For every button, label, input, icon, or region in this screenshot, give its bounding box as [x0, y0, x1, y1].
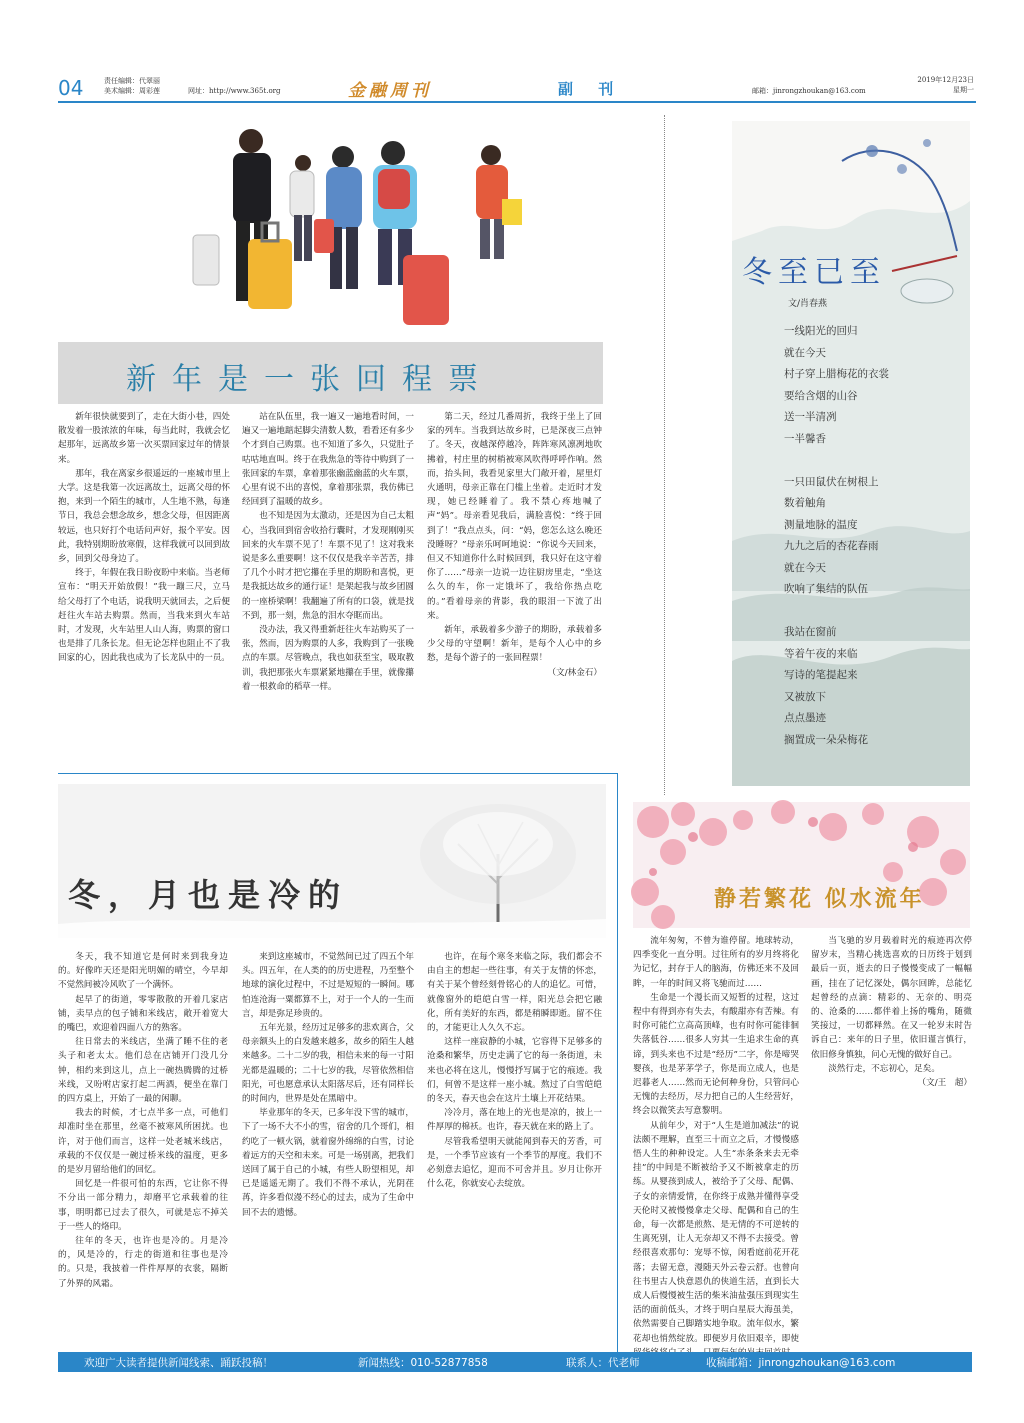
poem-line: 一只田鼠伏在树根上 [784, 475, 879, 488]
column-divider [664, 115, 665, 795]
poem-line: 村子穿上腊梅花的衣裳 [784, 368, 889, 380]
masthead-logo: 金融周刊 [348, 81, 432, 101]
designer-line: 美术编辑：周彩莲 [104, 87, 160, 95]
stanza-gap [784, 450, 889, 472]
weekday-text: 星期一 [953, 86, 974, 94]
editor-credits [104, 76, 160, 96]
editor-line: 责任编辑：代翠丽 [104, 77, 160, 85]
footer-invite: 欢迎广大读者提供新闻线索、踊跃投稿！ [84, 1357, 273, 1369]
article1-paragraph: 第二天，经过几番周折，我终于坐上了回家的列车。当我到达故乡时，已是深夜三点钟了。冬天，夜越深停越冷，阵阵寒风凛冽地吹拂着，村庄里的树梢被寒风吹得呼呼作响。然而，抬头间，我看见家里大门敞开着，屋里灯火通明，母亲正靠在门槛上坐着。走近时才发现，她已经睡着了。我不禁心疼地喊了声“妈”。母亲看见我后，满脸喜悦：“终于回到了！”我点点头，问：“妈，您怎么这么晚还没睡呀？”母亲乐呵呵地说：“你说今天回来，但又不知道你什么时候回到，我只好在这守着你了……”母亲一边说一边往厨房里走，“坐这么久的车，你一定饿坏了，我给你热点吃的。”看着母亲的背影，我的眼泪一下流了出来。 [427, 412, 602, 621]
article2-paragraph: 起早了的街道，零零散散的开着几家店铺，卖早点的包子铺和米线店，敞开着宽大的嘴巴，欢迎着四面八方的熟客。 [58, 994, 228, 1034]
article1-paragraph: 站在队伍里，我一遍又一遍地看时间，一遍又一遍地踮起脚尖清数人数，看看还有多少个才到自己购票。也不知道了多久，只觉肚子咕咕地直叫。终于在我焦急的等待中购到了一张回家的车票，拿着那张幽蓝幽蓝的火车票，心里有说不出的喜悦，拿着那张票，我仿佛已经回到了温暖的故乡。 [242, 412, 414, 508]
article2-paragraph: 这样一座寂静的小城，它容得下足够多的沧桑和繁华，历史走满了它的每一条街道，未来也必将在这儿，慢慢抒写属于它的痕迹。我们，何曾不是这样一座小城。熬过了白雪皑皑的冬天，春天也会在这片土壤上开花结果。 [427, 1037, 602, 1105]
poem-line: 要给含烟的山谷 [784, 389, 858, 402]
footer-hotline[interactable]: 新闻热线：010-52877858 [358, 1357, 488, 1369]
poem-body [784, 321, 889, 751]
article2-column-3 [427, 950, 602, 1342]
traveler-blue-figure [326, 146, 362, 289]
article2-paragraph: 来到这座城市，不觉然间已过了四五个年头。四五年，在人类的的历史进程，乃至整个地球的演化过程中，不过是短短的一瞬间。哪怕连沧海一粟都算不上，对于一个人的一生而言，却是弥足珍贵的。 [242, 952, 414, 1019]
poem-line: 就在今天 [784, 346, 826, 359]
article2-paragraph: 冷冷月，落在地上的光也是凉的，披上一件厚厚的棉袄。也许，春天就在来的路上了。 [427, 1108, 602, 1133]
poem-line: 搁置成一朵朵梅花 [784, 733, 868, 746]
poem-line: 吹响了集结的队伍 [784, 583, 868, 595]
article2-paragraph: 往年的冬天，也许也是冷的。月是冷的，风是冷的，行走的街道和往事也是冷的。只是，我披着一件件厚厚的衣裳，隔断了外界的风霜。 [58, 1236, 228, 1289]
footer-contact: 联系人：代老师 [566, 1357, 640, 1369]
article1-column-1 [58, 410, 230, 772]
poem-line: 九九之后的杏花春雨 [784, 540, 879, 552]
article3-column-2 [811, 934, 972, 1342]
article2-paragraph: 也许，在每个寒冬来临之际，我们都会不由自主的想起一些往事，有关于友情的怀恋，有关于某个曾经刻骨铭心的人的追忆。可惜，就像窗外的皑皑白雪一样，阳光总会把它融化，所有美好的东西，都是稍瞬即逝。留不住的，才能更让人久久不忘。 [427, 952, 602, 1034]
issue-date [917, 75, 974, 95]
page-header [58, 74, 976, 104]
article2-paragraph: 回忆是一件很可怕的东西，它让你不得不分出一部分精力，却磨平它承载着的往事，明明都已过去了很久，可就是忘不掉关于一些人的烙印。 [58, 1179, 228, 1232]
article3-paragraph: 当飞驰的岁月载着时光的痕迹再次停留岁末，当精心挑选喜欢的日历终于划到最后一页，逝去的日子慢慢变成了一幅幅画，挂在了记忆深处，偶尔回眸，总能忆起曾经的点滴：精彩的、无奈的、明亮的、沧桑的……都伴着上扬的嘴角，随微笑接过，一切都释然。在又一轮岁末时告诉自己：来年的日子里，依旧谨言慎行，依旧修身慎独，问心无愧的做好自己。 [811, 936, 972, 1060]
article1-paragraph: 终于，年假在我日盼夜盼中来临。当老师宣布：“明天开始放假！”我一蹦三尺，立马给父母打了个电话，说我明天就回去，之后便赶往火车站去购票。然而，当我来到火车站时，才发现，火车站里人山人海，购票的窗口也是排了几条长龙。但无论怎样也阻止不了我回家的心，因此我也成为了长龙队中的一员。 [58, 568, 230, 664]
header-rule [58, 101, 976, 103]
poem-title: 冬至已至 [742, 255, 886, 290]
article1-paragraph: 没办法，我又得重新赶往火车站购买了一张，然而，因为购票的人多，我购到了一张晚点的车票。尽管晚点，我也如获至宝，吸取教训，我把那张火车票紧紧地攥在手里，就像攥着一根救命的稻草一样。 [242, 625, 414, 692]
poem-panel [732, 121, 970, 786]
poem-line: 又被放下 [784, 690, 826, 703]
article3-paragraph: 淡然行走，不忘初心，足矣。 [828, 1063, 940, 1074]
red-suitcase [403, 255, 449, 325]
date-text: 2019年12月23日 [917, 76, 974, 84]
article2-paragraph: 往日常去的米线店，坐满了睡不住的老头子和老太太。他们总在店铺开门没几分钟，相约来到这儿，点上一碗热腾腾的过桥米线，又吩咐店家打起二两酒，便坐在靠门的四方桌上，开始了一最的闲聊。 [58, 1037, 228, 1105]
article1-title: 新年是一张回程票 [126, 362, 494, 397]
poem-line: 一半馨香 [784, 432, 826, 445]
article3-paragraph: 流年匆匆，不曾为谁停留。地球转动，四季变化一直分明。过往所有的岁月终将化为记忆，封存于人的脑海，仿佛还来不及回眸，一年的时间又将飞驰而过…… [633, 936, 799, 989]
article3-title: 静若繁花 似水流年 [714, 887, 925, 912]
poem-line: 点点墨迹 [784, 712, 826, 724]
article2-paragraph: 五年光景，经历过足够多的悲欢离合，父母亲额头上的白发越来越多，故乡的陌生人越来越多。二十二岁的我，相信未来的每一寸阳光都是温暖的；二十七岁的我，尽管依然相信阳光，可也愿意承认太阳落尽后，还有同样长的时间内，世界是处在黑暗中。 [242, 1023, 414, 1105]
article3-signature: （文/王 超） [917, 1078, 972, 1089]
section-title: 副 刊 [558, 80, 624, 98]
footer-bar [58, 1352, 972, 1372]
stanza-gap [784, 601, 889, 623]
article3-paragraph: 从前年少，对于“人生是道加减法”的说法颇不理解，直至三十而立之后，才慢慢感悟人生的种种设定。人生“赤条条来去无牵挂”的中间是不断被给予又不断被拿走的历练。从婴孩到成人，被给予了父母、配偶、子女的亲情爱情，在你终于成熟并懂得享受天伦时又被慢慢拿走父母、配偶和自己的生命，每一次都是煎熬、是无情的不可逆转的生离死别，让人无奈却又不得不去接受。曾经很喜欢那句：宠辱不惊，闲看庭前花开花落；去留无意，漫随天外云卷云舒。也曾向往书里古人快意恩仇的侠道生活，直到长大成人后慢慢被生活的柴米油盐强压到现实生活的面前低头，才终于明白星辰大海虽美，依然需要自己脚踏实地争取。流年似水，繁花却也悄然绽放。即便岁月依旧艰辛，即使 [633, 1120, 799, 1344]
website-url[interactable]: 网址：http://www.365t.org [188, 87, 281, 95]
poem-line: 一线阳光的回归 [784, 325, 858, 337]
poem-line: 送一半清冽 [784, 411, 837, 423]
article1-paragraph: 新年，承载着多少游子的期盼，承载着多少父母的守望啊！新年，是每个人心中的乡愁，是每个游子的一张回程票！ [427, 625, 602, 664]
poem-line: 我站在窗前 [784, 626, 837, 638]
article1-column-3 [427, 410, 602, 772]
poem-line: 等着午夜的来临 [784, 647, 858, 660]
article1-paragraph: 那年，我在离家乡很遥远的一座城市里上大学。这是我第一次远离故土，远离父母的怀抱，来到一个陌生的城市，人生地不熟，每逢节日，我总会想念故乡，想念父母，但因距离较远，也只好打个电话问声好，报个平安。因此，我特别期盼放寒假，这样我就可以回到故乡，回到父母身边了。 [58, 468, 230, 565]
article1-column-2 [242, 410, 414, 772]
footer-email[interactable]: 收稿邮箱：jinrongzhoukan@163.com [706, 1357, 896, 1369]
article2-paragraph: 毕业那年的冬天，已多年没下雪的城市，下了一场不大不小的雪，宿舍的几个哥们，相约吃了一顿火锅，就着窗外绵绵的白雪，讨论着远方的天空和未来。可是一场别离，把我们送回了属于自己的小城，有些人盼望相见，却已是遥遥无期了。我们不得不承认，光阴荏苒，许多看似漫不经心的过去，成为了生命中回不去的遗憾。 [242, 1108, 414, 1218]
page-number: 04 [58, 76, 84, 100]
article1-paragraph: 也不知是因为太激动，还是因为自己太粗心，当我回到宿舍收拾行囊时，才发现刚刚买回来的火车票不见了！车票不见了！这对我来说是多么重要啊！这不仅仅是我辛辛苦苦，排了几个小时才把它攥在手里的期盼和喜悦，更是我抵达故乡的通行证！是架起我与故乡团圆的一座桥梁啊！我翻遍了所有的口袋，就是找不到，那一刻，焦急的泪水夺眶而出。 [242, 511, 414, 621]
header-email[interactable]: 邮箱：jinrongzhoukan@163.com [752, 87, 866, 95]
poem-line: 测量地脉的温度 [784, 518, 858, 531]
poem-line: 数着触角 [784, 497, 826, 509]
travelers-illustration [58, 115, 603, 341]
poem-author: 文/肖春燕 [788, 299, 828, 309]
poem-line: 写诗的笔提起来 [784, 669, 858, 681]
article2-title: 冬，月也是冷的 [68, 876, 349, 914]
article3-paragraph: 生命是一个漫长而又短暂的过程，这过程中有得到亦有失去，有酸甜亦有苦辣。有时你可能伫立高高顶峰，也有时你可能徘徊失落低谷……很多人穷其一生追求生命的真谛，到头来也不过是“经历”二字，你是啼哭婴孩，也是茅茅学子，你是而立成人，也是迟暮老人……然而无论何种身份，只管问心无愧的去经历，尽力把自己的人生经营好，终会以微笑去写意黎明。 [633, 992, 799, 1117]
article1-title-band [58, 342, 603, 404]
article2-paragraph: 冬天，我不知道它是何时来到我身边的。好像昨天还是阳光明媚的晴空，今早却不觉然间被冷风吹了一个满怀。 [58, 952, 228, 991]
article1-paragraph: 新年很快就要到了，走在大街小巷，四处散发着一股浓浓的年味，每当此时，我就会忆起那年，远离故乡第一次买票回家过年的情景来。 [58, 412, 230, 465]
article1-signature: （文/林金石） [547, 667, 602, 678]
dumpling-plate-icon [901, 279, 953, 303]
article2-column-2 [242, 950, 414, 1342]
article3-column-1 [633, 934, 799, 1342]
traveler-red-figure [476, 145, 522, 259]
section-rule-vertical [617, 773, 618, 1353]
article2-paragraph: 尽管我希望明天就能闻到春天的芳香，可是，一个季节应该有一个季节的厚度。我们不必刻意去追忆，迎而不可舍并且。岁月让你开什么花，你就安心去绽放。 [427, 1136, 602, 1190]
article2-paragraph: 我去的时候，才七点半多一点，可他们却准时坐在那里，丝毫不被寒风所困扰。也许，对于他们而言，这样一处老城米线店，承载的不仅仅是一碗过桥米线的温度，更多的是岁月留给他们的回忆。 [58, 1108, 228, 1176]
article2-column-1 [58, 950, 228, 1342]
section-rule-horizontal [58, 773, 618, 774]
poem-line: 就在今天 [784, 561, 826, 574]
